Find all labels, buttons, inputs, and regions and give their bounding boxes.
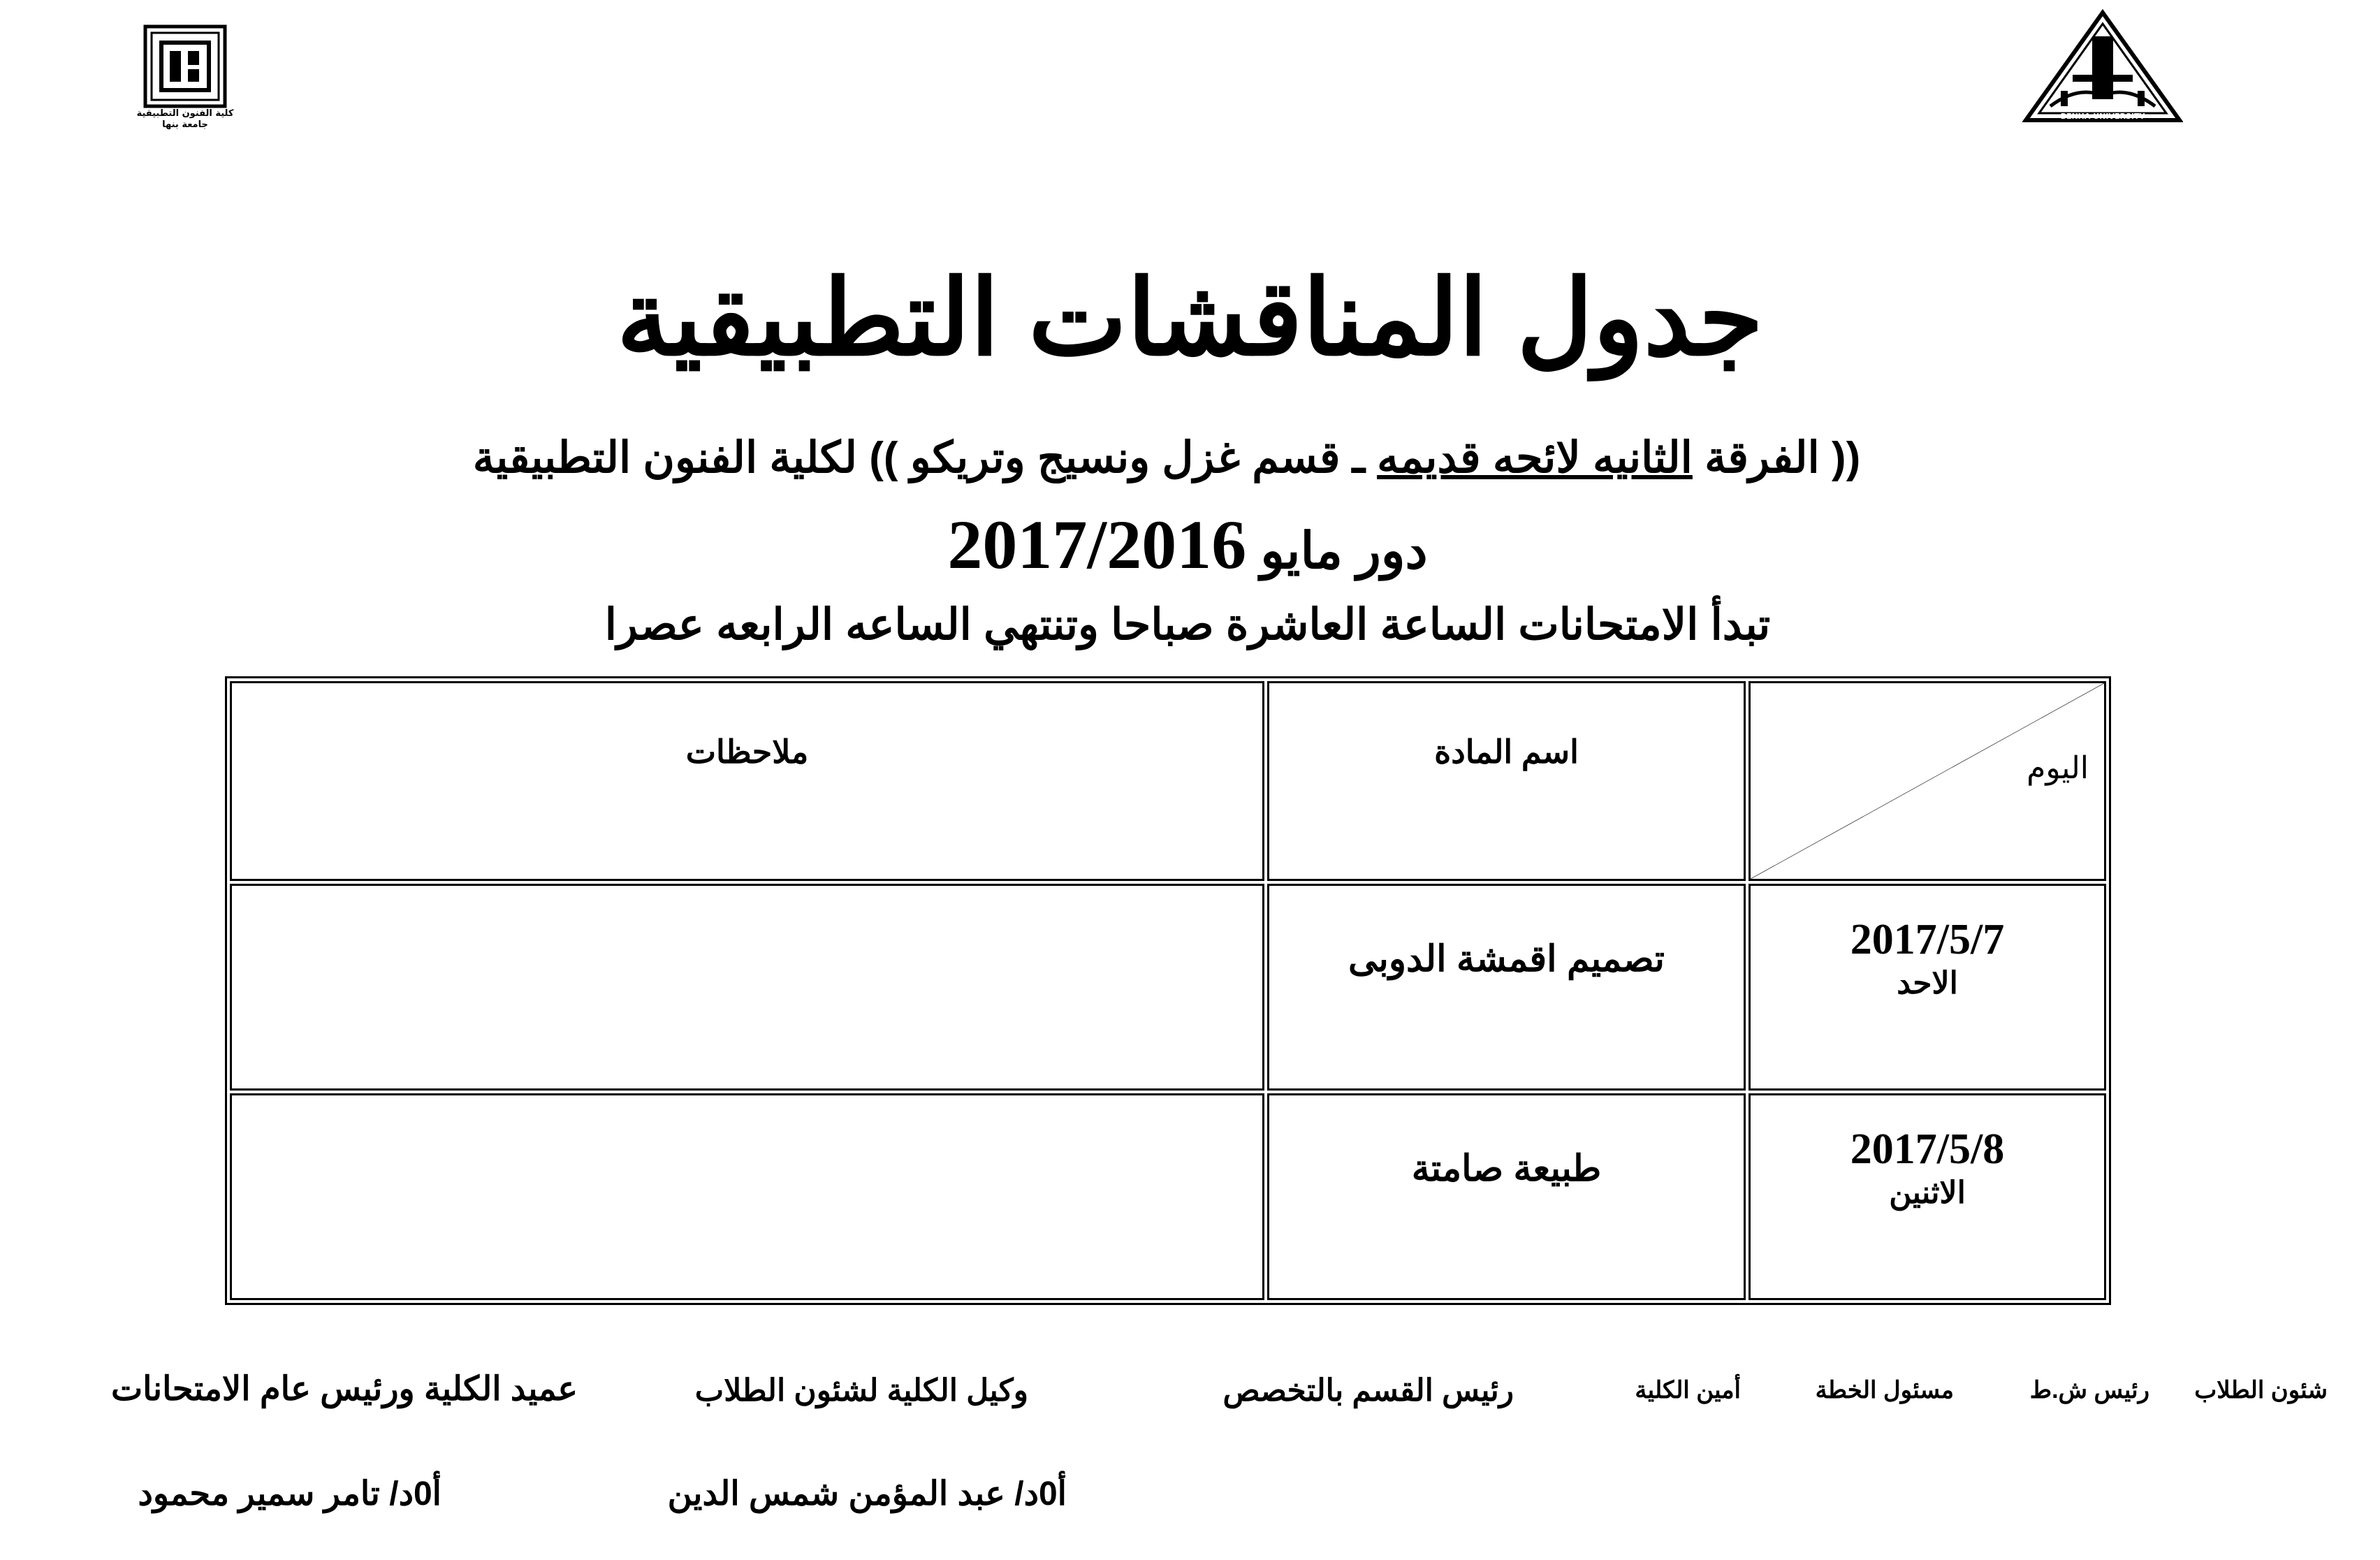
sig-dept-head: رئيس القسم بالتخصص <box>1222 1373 1514 1408</box>
page-title: جدول المناقشات التطبيقية <box>616 259 1764 377</box>
table-header-row <box>230 681 2106 881</box>
schedule-table <box>225 676 2111 1305</box>
session-label: دور مايو <box>1260 523 1428 579</box>
subtitle-level: الثانيه لائحه قديمه <box>1377 434 1693 482</box>
faculty-logo-caption-1: كلية الفنون التطبيقية <box>136 108 234 119</box>
sig-head-ss: رئيس ش.ط <box>2029 1377 2149 1404</box>
subtitle-part1: (( الفرقة <box>1704 434 1861 482</box>
university-logo <box>2022 8 2183 124</box>
dean-name: أ0د/ تامر سمير محمود <box>138 1475 441 1512</box>
row-day-cell <box>1749 1093 2106 1300</box>
sig-dean: عميد الكلية ورئيس عام الامتحانات <box>110 1371 578 1408</box>
header-day-label: اليوم <box>2027 751 2089 785</box>
faculty-logo-caption-2: جامعة بنها <box>162 119 208 130</box>
table-row <box>230 884 2106 1091</box>
row-date: 2017/5/7 <box>1850 916 2005 963</box>
subtitle-part2: ـ قسم غزل ونسيج وتريكو )) لكلية الفنون التطبيقية <box>472 434 1365 482</box>
row-day-name: الاحد <box>1897 966 1958 1000</box>
header-subject: اسم المادة <box>1267 681 1746 881</box>
session-year: 2017/2016 <box>947 506 1247 583</box>
sig-student-affairs: شئون الطلاب <box>2194 1377 2328 1404</box>
row-day-cell <box>1749 884 2106 1091</box>
row-date: 2017/5/8 <box>1850 1125 2005 1173</box>
row-subject: طبيعة صامتة <box>1267 1093 1746 1300</box>
row-notes <box>230 884 1264 1091</box>
sig-vice-dean: وكيل الكلية لشئون الطلاب <box>694 1373 1028 1408</box>
sig-plan-officer: مسئول الخطة <box>1815 1377 1954 1404</box>
vice-dean-name: أ0د/ عبد المؤمن شمس الدين <box>667 1475 1067 1512</box>
table-row <box>230 1093 2106 1300</box>
faculty-logo <box>129 24 241 143</box>
row-notes <box>230 1093 1264 1300</box>
subtitle <box>238 430 2096 486</box>
sig-faculty-secretary: أمين الكلية <box>1635 1377 1741 1404</box>
header-day <box>1749 681 2106 881</box>
row-subject: تصميم اقمشة الدوبى <box>1267 884 1746 1091</box>
header-notes: ملاحظات <box>230 681 1264 881</box>
exam-timing: تبدأ الامتحانات الساعة العاشرة صباحا وتنتهي الساعه الرابعه عصرا <box>604 601 1771 649</box>
row-day-name: الاثنين <box>1889 1176 1966 1210</box>
exam-session <box>838 506 1537 586</box>
university-logo-caption: BENHA UNIVERSITY <box>2060 112 2145 121</box>
